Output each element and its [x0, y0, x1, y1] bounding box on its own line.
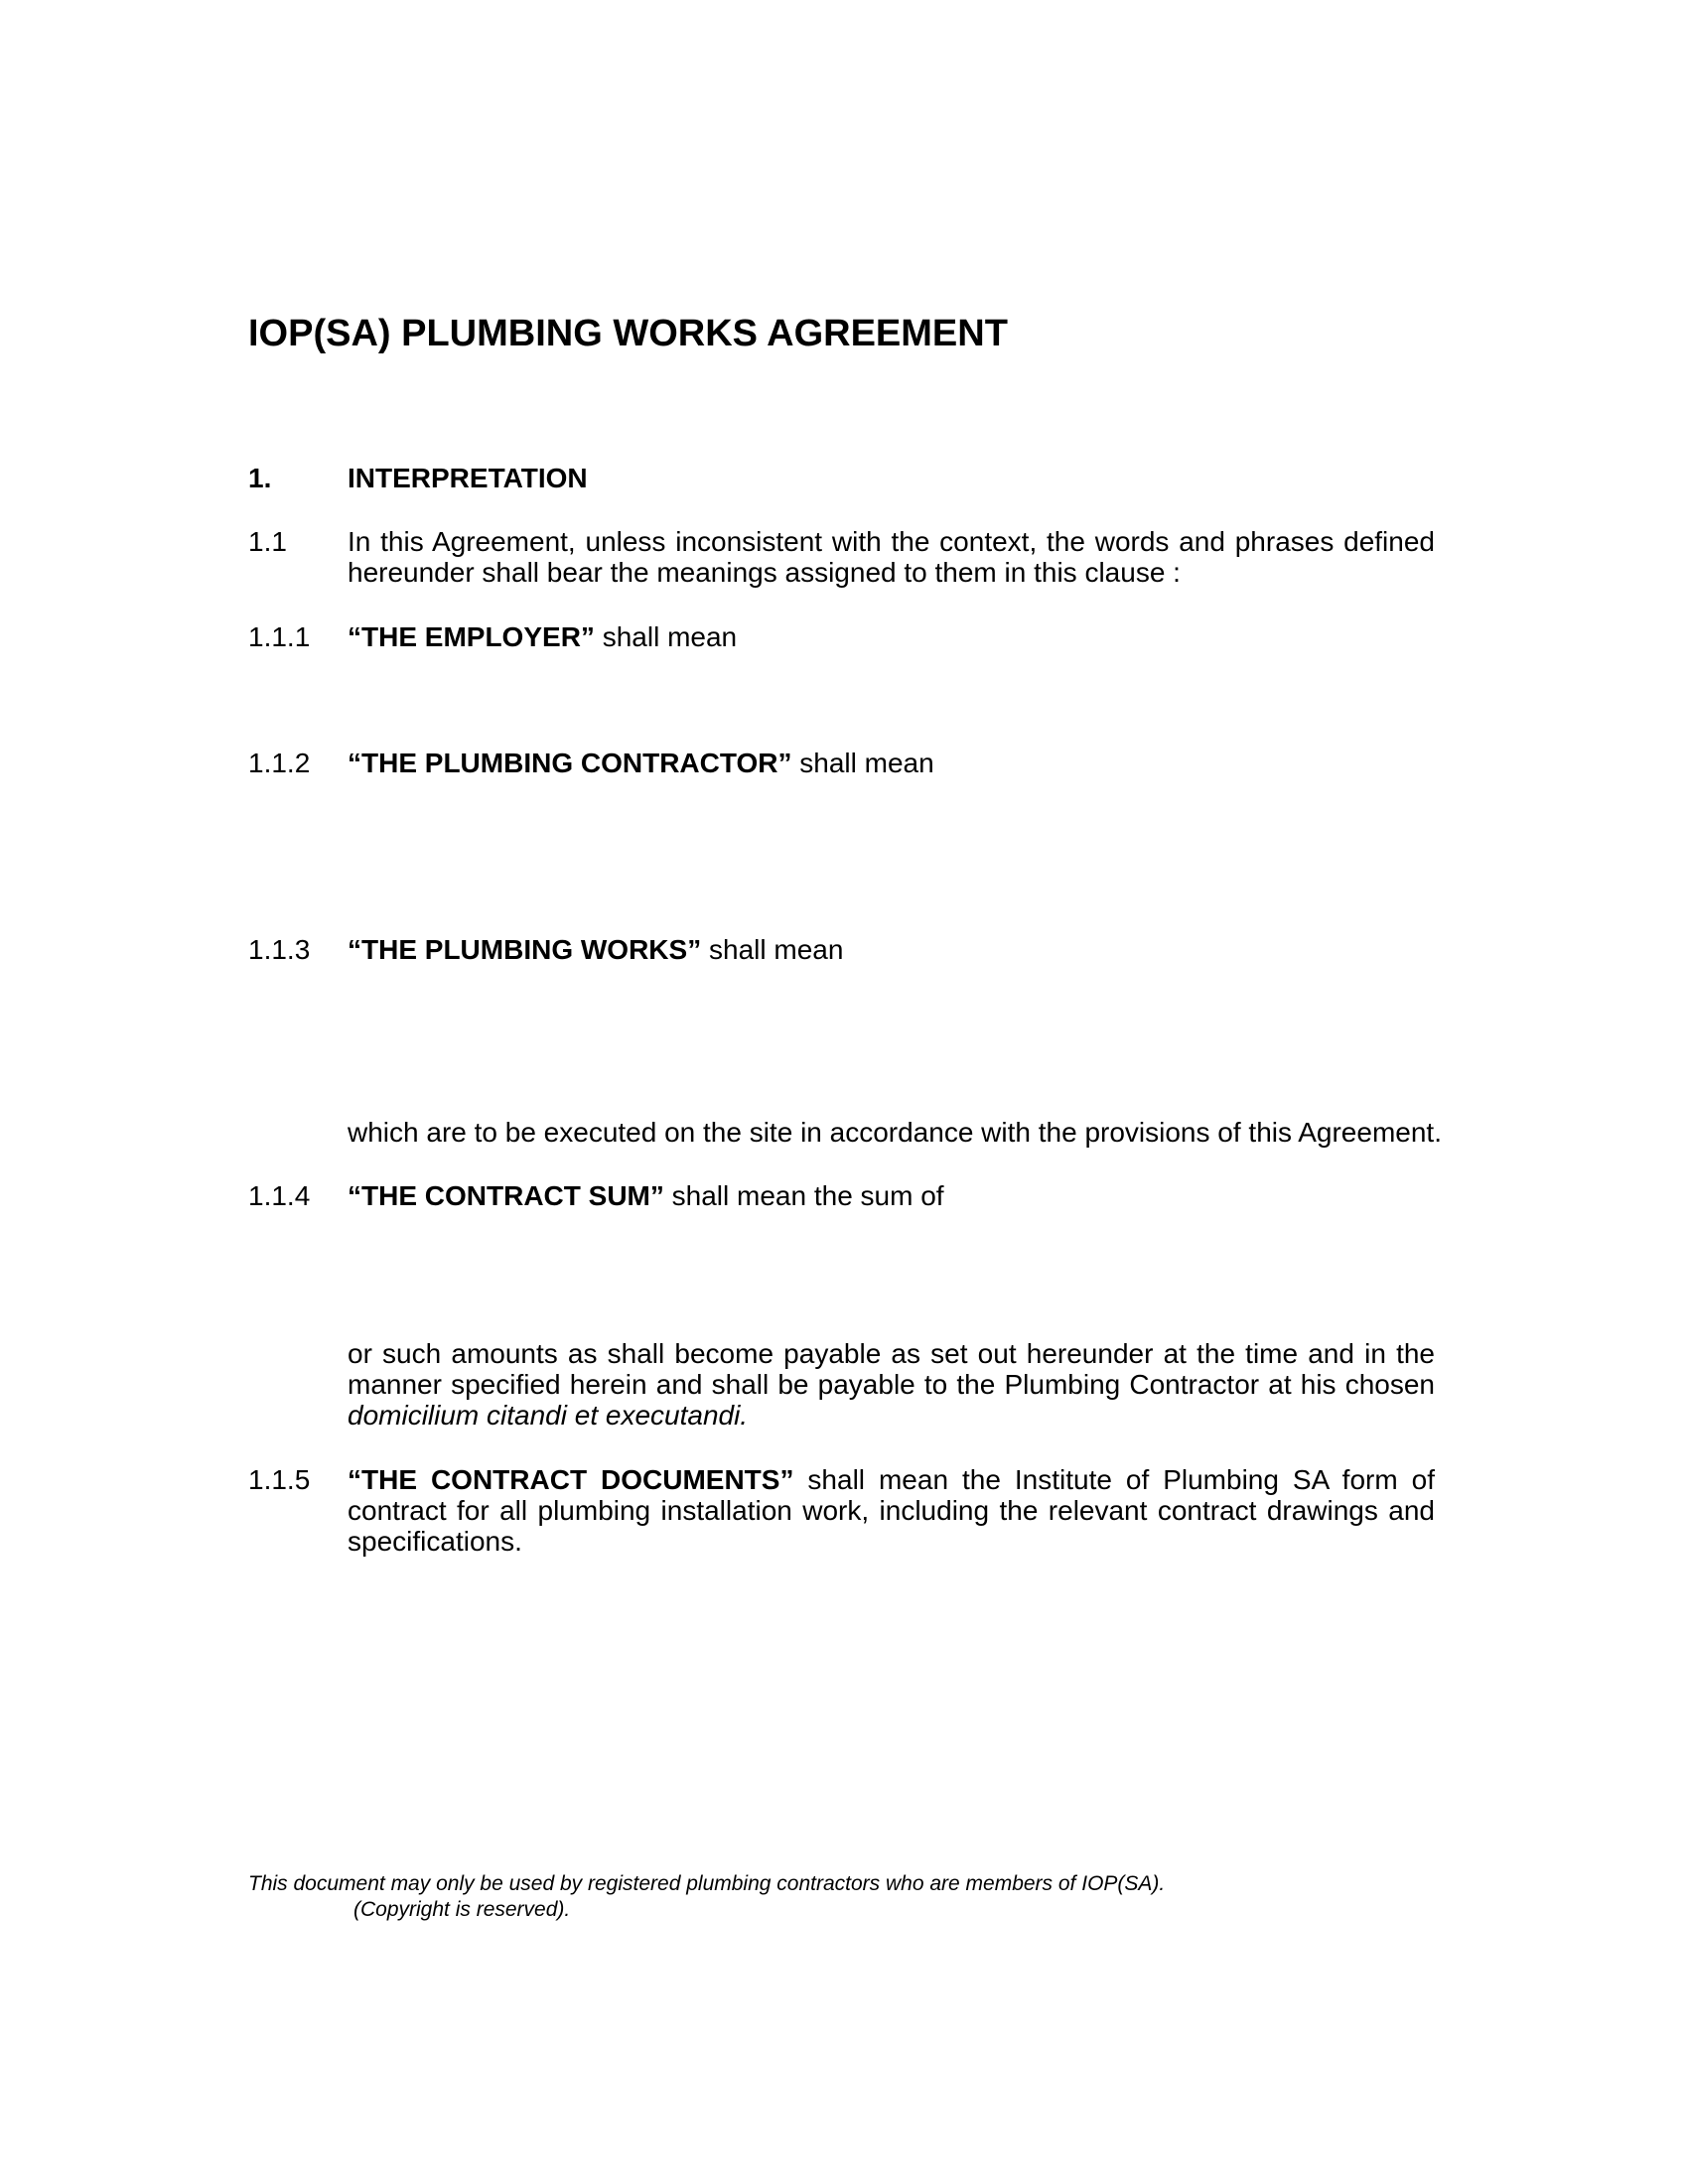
clause-text-1-1-5: shall mean the Institute of Plumbing SA form of contract for all plumbing installation work, including the relevant contract drawings and specifications.: [348, 1464, 1436, 1557]
domicilium-phrase: domicilium citandi et executandi.: [348, 1400, 749, 1431]
clause-number-1-1-2: 1.1.2: [248, 748, 311, 778]
clause-text-1-1-4: shall mean the sum of: [663, 1180, 944, 1211]
defined-term-contract-documents: “THE CONTRACT DOCUMENTS”: [348, 1464, 794, 1495]
clause-1-1-4: [348, 1180, 1435, 1211]
clause-number-1-1-1: 1.1.1: [248, 621, 311, 652]
clause-continuation-1-1-4: [348, 1338, 1435, 1431]
clause-1-1-2: [348, 748, 1435, 778]
defined-term-contract-sum: “THE CONTRACT SUM”: [348, 1180, 664, 1211]
clause-number-1-1: 1.1: [248, 526, 287, 557]
section-number: 1.: [248, 463, 272, 493]
clause-1-1-1: [348, 621, 1435, 652]
clause-number-1-1-5: 1.1.5: [248, 1464, 311, 1495]
clause-1-1-5: [348, 1464, 1435, 1557]
clause-text-1-1-3: shall mean: [701, 934, 844, 965]
defined-term-plumbing-contractor: “THE PLUMBING CONTRACTOR”: [348, 748, 792, 778]
clause-text-1-1-2: shall mean: [791, 748, 934, 778]
clause-text-1-1-1: shall mean: [594, 621, 738, 652]
defined-term-employer: “THE EMPLOYER”: [348, 621, 595, 652]
document-title: IOP(SA) PLUMBING WORKS AGREEMENT: [248, 313, 1008, 354]
clause-continuation-1-1-3: which are to be executed on the site in accordance with the provisions of this Agreement.: [348, 1117, 1442, 1148]
clause-text-1-1: In this Agreement, unless inconsistent with the context, the words and phrases defined hereunder shall bear the meanings assigned to them in this clause :: [348, 526, 1435, 588]
section-heading: INTERPRETATION: [348, 463, 588, 493]
footer-copyright: (Copyright is reserved).: [353, 1898, 571, 1921]
clause-continuation-text-1-1-4: or such amounts as shall become payable as set out hereunder at the time and in the manner specified herein and shall be payable to the Plumbing Contractor at his chosen: [348, 1338, 1435, 1400]
defined-term-plumbing-works: “THE PLUMBING WORKS”: [348, 934, 702, 965]
footer-usage-notice: This document may only be used by registered plumbing contractors who are members of IOP(SA).: [248, 1872, 1166, 1895]
clause-number-1-1-4: 1.1.4: [248, 1180, 311, 1211]
clause-number-1-1-3: 1.1.3: [248, 934, 311, 965]
clause-1-1-3: [348, 934, 1435, 965]
